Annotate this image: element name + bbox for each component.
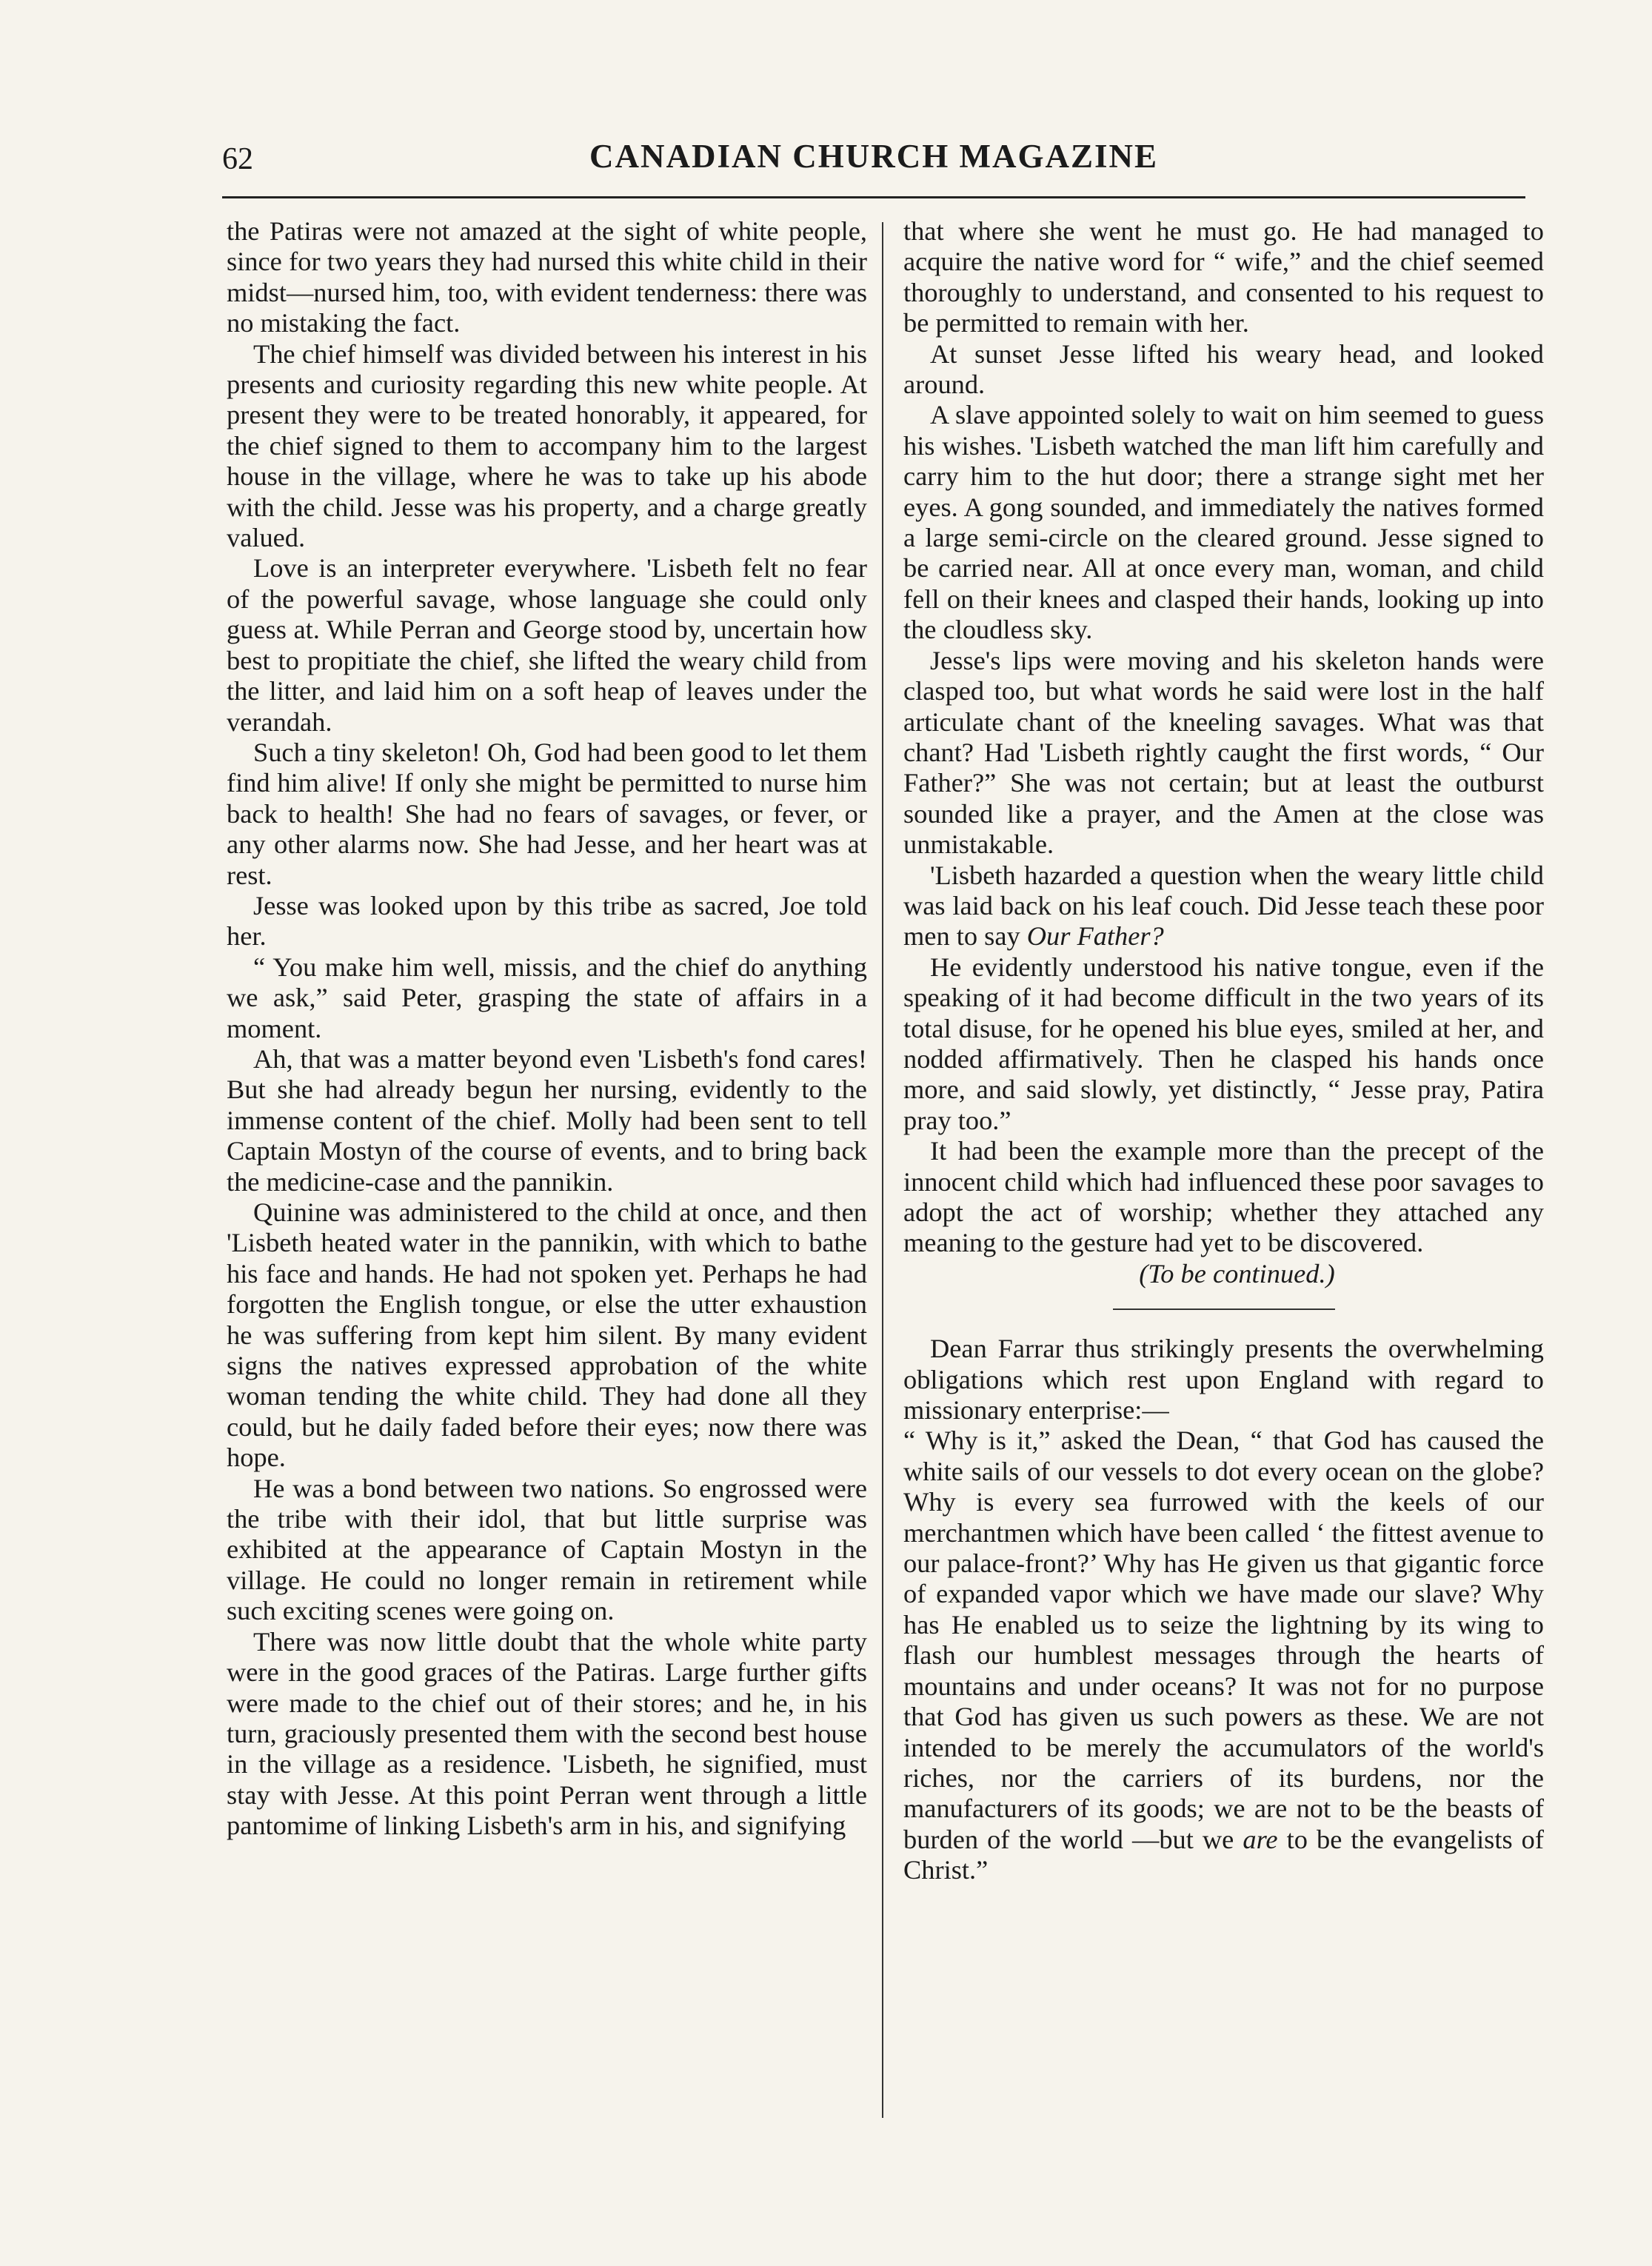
- question-paragraph: [903, 860, 1544, 952]
- section-rule: [1113, 1309, 1335, 1310]
- paragraph: that where she went he must go. He had managed to acquire the native word for “ wife,” and the chief seemed thoroughly to understand, and consented to his request to be permitted to remain with her.: [903, 216, 1544, 338]
- page-number: 62: [222, 142, 253, 176]
- left-column: [227, 216, 867, 1842]
- paragraph: Quinine was administered to the child at once, and then 'Lisbeth heated water in the pannikin, with which to bathe his face and hands. He had not spoken yet. Perhaps he had forgotten the English tongue, or else the utter exhaustion he was suffering from kept him silent. By many evident signs the natives expressed approbation of the white woman tending the white child. They had done all they could, but he daily faded before their eyes; now there was hope.: [227, 1197, 867, 1473]
- paragraph: At sunset Jesse lifted his weary head, and looked around.: [903, 338, 1544, 400]
- paragraph: Such a tiny skeleton! Oh, God had been good to let them find him alive! If only she might be permitted to nurse him back to health! She had no fears of savages, or fever, or any other alarms now. She had Jesse, and her heart was at rest.: [227, 737, 867, 890]
- paragraph: There was now little doubt that the whole white party were in the good graces of the Patiras. Large further gifts were made to the chief out of their stores; and he, in his turn, graciously presented them with the second best house in the village as a residence. 'Lisbeth, he signified, must stay with Jesse. At this point Perran went through a little pantomime of linking Lisbeth's arm in his, and signifying: [227, 1626, 867, 1841]
- paragraph: Love is an interpreter everywhere. 'Lisbeth felt no fear of the powerful savage, whose language she could only guess at. While Perran and George stood by, uncertain how best to propitiate the chief, she lifted the weary child from the litter, and laid him on a soft heap of leaves under the verandah.: [227, 553, 867, 737]
- page-header: [222, 137, 1525, 189]
- farrar-quote-italic: are: [1243, 1824, 1278, 1854]
- paragraph: Jesse was looked upon by this tribe as sacred, Joe told her.: [227, 890, 867, 952]
- paragraph: Ah, that was a matter beyond even 'Lisbeth's fond cares! But she had already begun her nursing, evidently to the immense content of the chief. Molly had been sent to tell Captain Mostyn of the course of events, and to bring back the medicine-case and the pannikin.: [227, 1043, 867, 1197]
- paragraph: A slave appointed solely to wait on him seemed to guess his wishes. 'Lisbeth watched the man lift him carefully and carry him to the hut door; there a strange sight met her eyes. A gong sounded, and immediately the natives formed a large semi-circle on the cleared ground. Jesse signed to be carried near. All at once every man, woman, and child fell on their knees and clasped their hands, looking up into the cloudless sky.: [903, 400, 1544, 645]
- paragraph: He was a bond between two nations. So engrossed were the tribe with their idol, that but little surprise was exhibited at the appearance of Captain Mostyn in the village. He could no longer remain in retirement while such exciting scenes were going on.: [227, 1473, 867, 1626]
- question-lead: 'Lisbeth hazarded a question when the weary little child was laid back on his leaf couch. Did Jesse teach these poor men to say: [903, 860, 1544, 952]
- paragraph: the Patiras were not amazed at the sight of white people, since for two years they had nursed this white child in their midst—nursed him, too, with evident tenderness: there was no mistaking the fact.: [227, 216, 867, 338]
- paragraph: “ You make him well, missis, and the chief do anything we ask,” said Peter, grasping the state of affairs in a moment.: [227, 952, 867, 1043]
- paragraph: Jesse's lips were moving and his skeleton hands were clasped too, but what words he said were lost in the half articulate chant of the kneeling savages. What was that chant? Had 'Lisbeth rightly caught the first words, “ Our Father?” She was not certain; but at least the outburst sounded like a prayer, and the Amen at the close was unmistakable.: [903, 645, 1544, 860]
- farrar-intro: Dean Farrar thus strikingly presents the overwhelming obligations which rest upon England with regard to missionary enterprise:—: [903, 1334, 1544, 1426]
- question-italic: Our Father?: [1026, 921, 1164, 952]
- farrar-quote-lead: “ Why is it,” asked the Dean, “ that God has caused the white sails of our vessels to dot every ocean on the globe? Why is every sea furrowed with the keels of our merchantmen which have been called ‘ the fittest avenue to our palace-front?’ Why has He given us that gigantic force of expanded vapor which we have made our slave? Why has He enabled us to seize the lightning by its wing to flash our humblest messages through the hearts of mountains and under oceans? It was not for no purpose that God has given us such powers as these. We are not intended to be merely the accumulators of the world's riches, nor the carriers of its burdens, nor the manufacturers of its goods; we are not to be the beasts of burden of the world —but we: [903, 1426, 1544, 1854]
- right-column: [903, 216, 1544, 1886]
- paragraph: The chief himself was divided between his interest in his presents and curiosity regarding this new white people. At present they were to be treated honorably, it appeared, for the chief signed to them to accompany him to the largest house in the village, where he was to take up his abode with the child. Jesse was his property, and a charge greatly valued.: [227, 338, 867, 553]
- farrar-quote: [903, 1426, 1544, 1885]
- header-rule: [222, 196, 1525, 198]
- column-divider: [882, 222, 883, 2118]
- farrar-quote-end: to be the evangelists of Christ.”: [903, 1824, 1544, 1885]
- running-head: CANADIAN CHURCH MAGAZINE: [589, 138, 1158, 175]
- paragraph: It had been the example more than the precept of the innocent child which had influenced these poor savages to adopt the act of worship; whether they attached any meaning to the gesture had yet to be discovered.: [903, 1136, 1544, 1258]
- paragraph: He evidently understood his native tongue, even if the speaking of it had become difficult in the two years of its total disuse, for he opened his blue eyes, smiled at her, and nodded affirmatively. Then he clasped his hands once more, and said slowly, yet distinctly, “ Jesse pray, Patira pray too.”: [903, 952, 1544, 1135]
- to-be-continued: (To be continued.): [1139, 1258, 1335, 1289]
